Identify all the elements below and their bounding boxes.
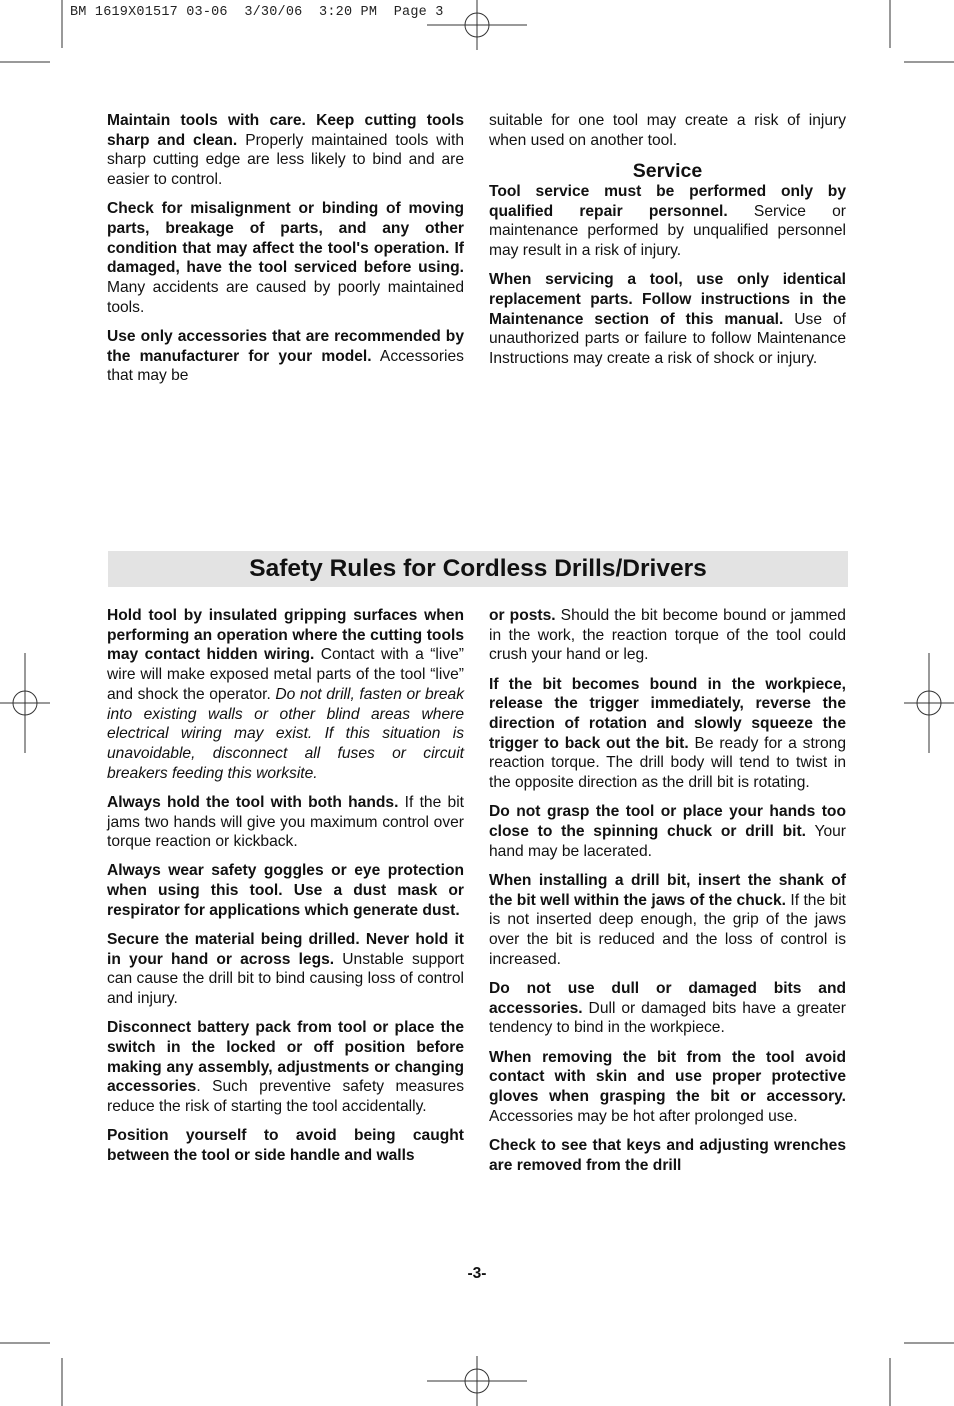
rule-paragraph [107,606,464,783]
rule-heading: Do not use dull or damaged bits and accessories. [489,979,846,1017]
rule-heading: Position yourself to avoid being caught between the tool or side handle and walls [107,1127,464,1165]
bottom-left-column [107,606,464,1166]
rule-paragraph [489,871,846,970]
rule-paragraph [107,793,464,852]
rule-paragraph [489,182,846,261]
rule-heading: Check for misalignment or binding of moving parts, breakage of parts, and any other condition that may affect the tool's operation. If damaged, have the tool serviced before using. [107,200,464,277]
rule-text: Accessories that may be [107,347,464,385]
rule-heading: Maintain tools with care. Keep cutting tools sharp and clean. [107,112,464,149]
rule-text: Contact with a “live” wire will make exposed metal parts of the tool “live” and shock the operator. [107,646,464,703]
rule-paragraph [489,802,846,861]
rule-heading: When installing a drill bit, insert the shank of the bit well within the jaws of the chuck. [489,871,846,909]
section-title-banner [108,551,848,587]
rule-text: Properly maintained tools with sharp cutting edge are less likely to bind and are easier to control. [107,131,465,189]
rule-italic-text: Do not drill, fasten or break into existing walls or other blind areas where electrical wiring may exist. If this situation is unavoidable, disconnect all fuses or circuit breakers feeding this worksite. [107,685,464,782]
rule-heading: When servicing a tool, use only identical replacement parts. Follow instructions in the Maintenance section of this manual. [489,271,846,328]
rule-text: Use of unauthorized parts or failure to follow Maintenance Instructions may create a risk of shock or injury. [489,310,846,368]
top-right-column [489,111,846,369]
rule-paragraph [107,930,464,1009]
rule-paragraph [107,861,464,920]
rule-paragraph [107,327,464,386]
rule-paragraph [489,606,846,665]
rule-heading: Secure the material being drilled. Never hold it in your hand or across legs. [107,931,464,968]
rule-heading: Tool service must be performed only by qualified repair personnel. [489,182,846,220]
rule-text: Should the bit become bound or jammed in the work, the reaction torque of the tool could crush your hand or leg. [489,607,846,664]
rule-heading: Do not grasp the tool or place your hands too close to the spinning chuck or drill bit. [489,803,846,841]
rule-heading: Disconnect battery pack from tool or place the switch in the locked or off position before making any assembly, adjustments or changing accessories [107,1019,464,1096]
rule-text: Be ready for a strong reaction torque. The drill body will tend to twist in the opposite direction as the drill bit is rotating. [489,734,846,792]
rule-paragraph [489,675,846,793]
rule-paragraph [489,1048,846,1127]
rule-text: . Such preventive safety measures reduce the risk of starting the tool accidentally. [107,1078,464,1116]
continued-paragraph: suitable for one tool may create a risk of injury when used on another tool. [489,112,846,149]
rule-paragraph [489,270,846,369]
rule-heading: or posts. [489,607,556,624]
rule-text: Many accidents are caused by poorly maintained tools. [107,279,464,316]
rule-paragraph [107,199,464,317]
rule-heading: Hold tool by insulated gripping surfaces when performing an operation where the cutting tools may contact hidden wiring. [107,607,464,664]
bottom-right-column [489,606,846,1175]
service-heading: Service [632,159,703,182]
rule-text: Your hand may be lacerated. [489,823,846,860]
print-slug-line: BM 1619X01517 03-06 3/30/06 3:20 PM Page 3 [70,5,444,20]
rule-heading: Always hold the tool with both hands. [107,793,399,811]
rule-paragraph [107,111,464,190]
page-number: -3- [467,1265,487,1282]
rule-paragraph [107,1018,464,1117]
rule-paragraph [489,979,846,1038]
rule-text: If the bit jams two hands will give you maximum control over torque reaction or kickback. [107,793,465,851]
rule-paragraph [489,1136,846,1175]
rule-heading: If the bit becomes bound in the workpiece, release the trigger immediately, reverse the direction of rotation and slowly squeeze the trigger to back out the bit. [489,675,846,752]
top-left-column [107,111,464,386]
rule-text: Unstable support can cause the drill bit to bind causing loss of control and injury. [107,950,464,1008]
rule-heading: Check to see that keys and adjusting wrenches are removed from the drill [489,1136,846,1174]
rule-heading: Always wear safety goggles or eye protection when using this tool. Use a dust mask or respirator for applications which generate dust. [107,862,464,919]
rule-text: Accessories may be hot after prolonged use. [489,1107,798,1125]
rule-paragraph [107,1126,464,1165]
rule-heading: When removing the bit from the tool avoid contact with skin and use proper protective gloves when grasping the bit or accessory. [489,1048,846,1105]
rule-text: If the bit is not inserted deep enough, the grip of the jaws over the bit is reduced and the loss of control is increased. [489,891,847,968]
rule-text: Dull or damaged bits have a greater tendency to bind in the workpiece. [489,999,846,1037]
section-title: Safety Rules for Cordless Drills/Drivers [249,555,707,582]
rule-text: Service or maintenance performed by unqualified personnel may result in a risk of injury. [489,202,846,260]
rule-heading: Use only accessories that are recommended by the manufacturer for your model. [107,328,464,365]
